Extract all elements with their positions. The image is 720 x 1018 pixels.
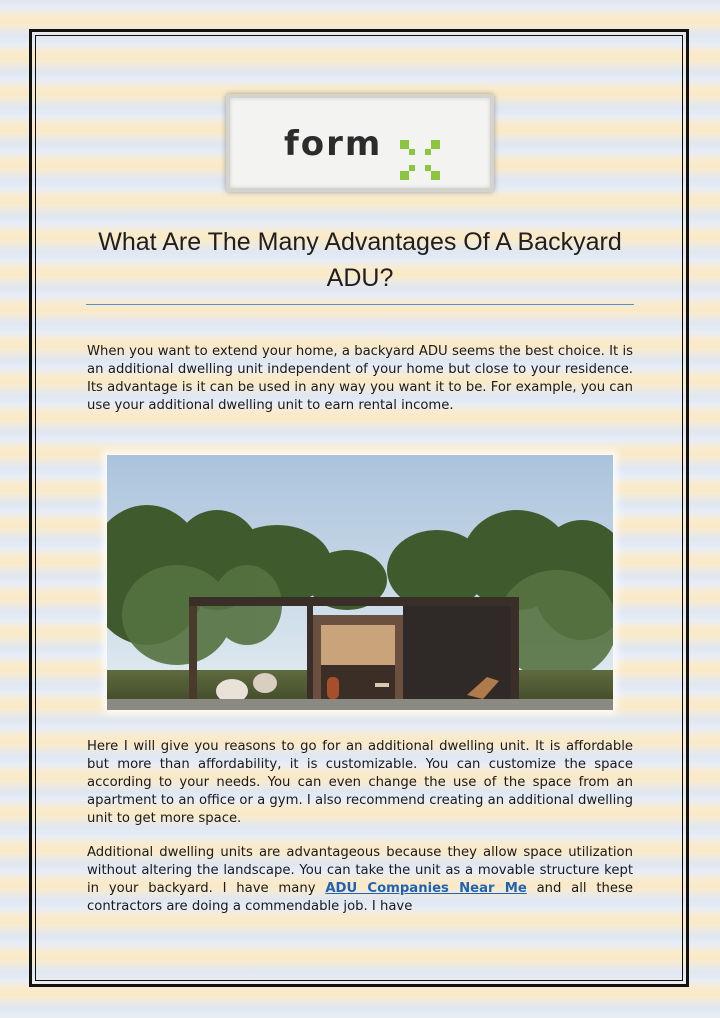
title-divider bbox=[86, 304, 634, 305]
paragraph-reasons: Here I will give you reasons to go for an additional dwelling unit. It is affordable but more than affordability, it is customizable. You can customize the space according to your needs. You can even change the use of the space from an apartment to an office or a gym. I also recommend creating an additional dwelling unit to get more space. bbox=[87, 739, 633, 826]
paragraph-intro: When you want to extend your home, a backyard ADU seems the best choice. It is an additional dwelling unit independent of your home but close to your residence. Its advantage is it can be used in any way you want it to be. For example, you can use your additional dwelling unit to earn rental income. bbox=[87, 344, 633, 413]
logo-wordmark: form bbox=[284, 124, 383, 164]
backyard-adu-photo bbox=[107, 455, 613, 710]
paragraph3-text-before: Additional dwelling units are advantageous because they allow space utilization without altering the landscape. You can take the unit as a movable structure kept in your backyard. I have many bbox=[87, 845, 633, 896]
paragraph3-text-after: and all these contractors are doing a commendable job. I have bbox=[87, 881, 634, 914]
page-title: What Are The Many Advantages Of A Backyard ADU? bbox=[98, 228, 622, 292]
x-mark-icon bbox=[398, 138, 442, 182]
paragraph-advantages bbox=[87, 844, 633, 916]
adu-companies-link[interactable]: ADU Companies Near Me bbox=[325, 881, 527, 896]
brand-logo bbox=[226, 94, 494, 192]
